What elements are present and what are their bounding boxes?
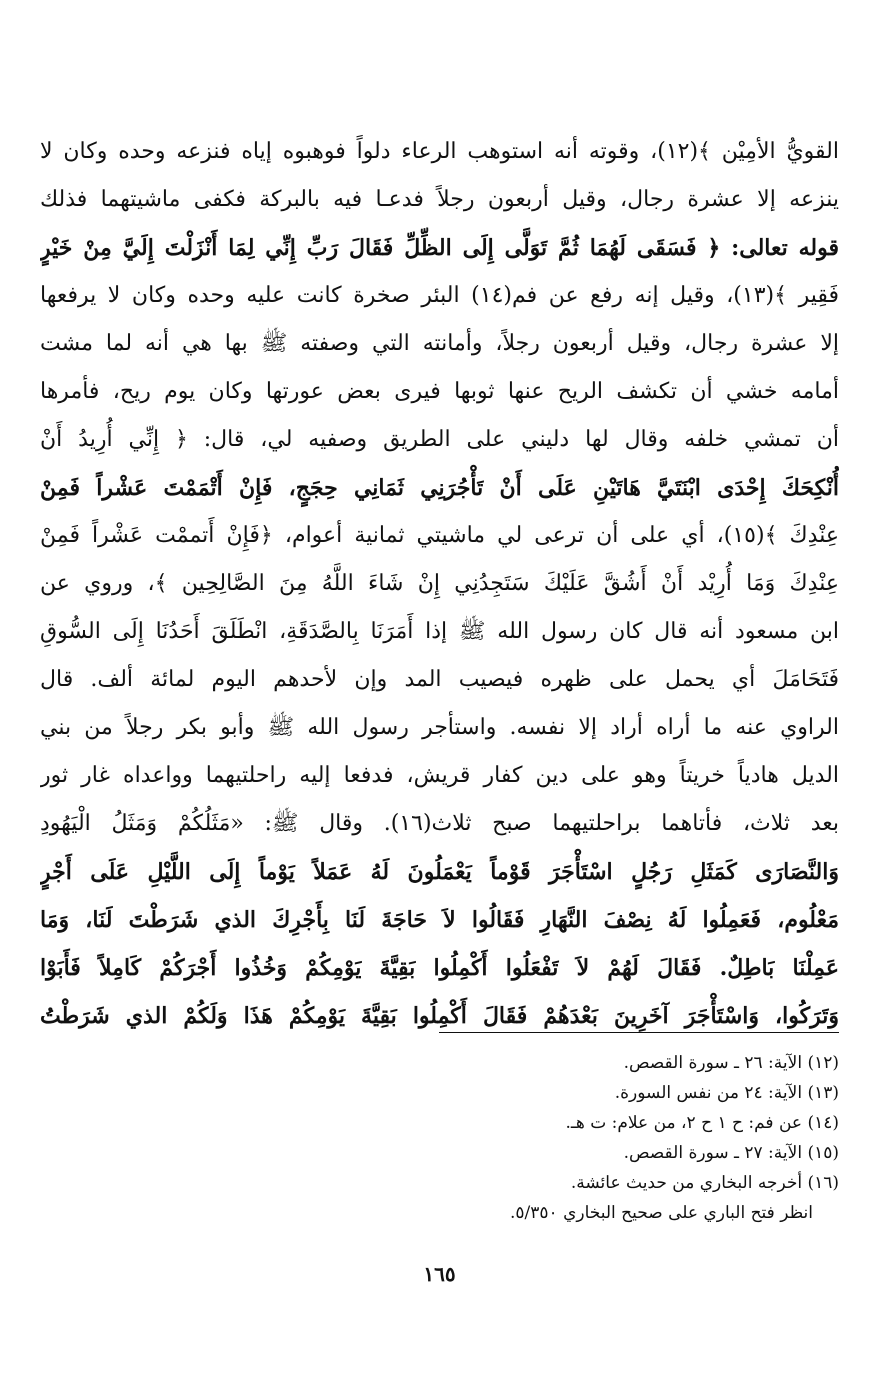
footnote-divider: [439, 1032, 839, 1033]
body-line: قوله تعالى: ﴿ فَسَقَى لَهُمَا ثُمَّ تَوَلَّى إِلَى الظِّلِّ فَقَالَ رَبِّ إِنِّي لِمَا أَنْزَلْتَ إِلَيَّ مِنْ خَيْرٍ: [40, 235, 839, 261]
body-line: الراوي عنه ما أراه أراد إلا نفسه. واستأجر رسول الله ﷺ وأبو بكر رجلاً من بني: [40, 715, 839, 740]
body-text: [40, 128, 839, 1040]
body-line: وَالنَّصَارَى كَمَثَلِ رَجُلٍ اسْتَأْجَرَ قَوْماً يَعْمَلُونَ لَهُ عَمَلاً يَوْماً إِلَى اللَّيْلِ عَلَى أَجْرٍ: [40, 859, 839, 885]
body-line: فَتَحَامَلَ أي يحمل على ظهره فيصيب المد وإن لأحدهم اليوم لمائة ألف. قال: [40, 667, 839, 692]
footnotes: [40, 1048, 839, 1228]
footnote: (١٦) أخرجه البخاري من حديث عائشة.: [570, 1173, 839, 1193]
body-line: ابن مسعود أنه قال كان رسول الله ﷺ إذا أَمَرَنَا بِالصَّدَقَةِ، انْطَلَقَ أَحَدُنَا إِلَى السُّوقِ: [40, 619, 839, 644]
footnote-continuation: انظر فتح الباري على صحيح البخاري ٥/٣٥٠.: [510, 1203, 813, 1223]
page-number: ١٦٥: [423, 1262, 456, 1286]
body-line: إلا عشرة رجال، وقيل أربعون رجلاً، وأمانته التي وصفته ﷺ بها هي أنه لما مشت: [40, 331, 839, 356]
footnote: (١٤) عن فم: ح ١ ح ٢، من علام: ت هـ.: [565, 1113, 839, 1133]
body-line: عِنْدِكَ ﴾(١٥)، أي على أن ترعى لي ماشيتي ثمانية أعوام، ﴿فَإِنْ أَتممْت عَشْراً فَمِنْ: [40, 523, 839, 548]
body-line: عِنْدِكَ وَمَا أُرِيْد أَنْ أَشُقَّ عَلَيْكَ سَتَجِدُنِي إِنْ شَاءَ اللَّهُ مِنَ الصَّالِحِين ﴾، وروي عن: [40, 571, 839, 596]
body-line: القويُّ الأمِيْن ﴾(١٢)، وقوته أنه استوهب الرعاء دلواً فوهبوه إياه فنزعه وحده وكان لا: [40, 139, 839, 164]
body-line: عَمِلْنَا بَاطِلٌ. فَقَالَ لَهُمْ لاَ تَفْعَلُوا أَكْمِلُوا بَقِيَّةَ يَوْمِكُمْ وَخُذُوا أَجْرَكُمْ كَامِلاً فَأَبَوْا: [40, 955, 839, 981]
body-line: فَقِير ﴾(١٣)، وقيل إنه رفع عن فم(١٤) البئر صخرة كانت عليه وحده وكان لا يرفعها: [40, 283, 839, 308]
body-line: الديل هادياً خريتاً وهو على دين كفار قريش، فدفعا إليه راحلتيهما وواعداه غار ثور: [40, 763, 839, 788]
footnote: (١٢) الآية: ٢٦ ـ سورة القصص.: [623, 1053, 839, 1073]
body-line: أن تمشي خلفه وقال لها دليني على الطريق وصفيه لي، قال: ﴿ إِنِّي أُرِيدُ أَنْ: [40, 427, 839, 452]
body-line: ينزعه إلا عشرة رجال، وقيل أربعون رجلاً فدعـا فيه بالبركة فكفى ماشيتهما فذلك: [40, 187, 839, 212]
body-line: أُنْكِحَكَ إِحْدَى ابْنَتَيَّ هَاتَيْنِ عَلَى أَنْ تَأْجُرَنِي ثَمَانِي حِجَجٍ، فَإِنْ أَتْمَمْتَ عَشْراً فَمِنْ: [40, 475, 839, 501]
body-line: أمامه خشي أن تكشف الريح عنها ثوبها فيرى بعض عورتها وكان يوم ريح، فأمرها: [40, 379, 839, 404]
body-line: وَتَرَكُوا، وَاسْتَأْجَرَ آخَرِينَ بَعْدَهُمْ فَقَالَ أَكْمِلُوا بَقِيَّةَ يَوْمِكُمْ هَذَا وَلَكُمْ الذي شَرَطْتُ: [40, 1003, 839, 1029]
footnote: (١٣) الآية: ٢٤ من نفس السورة.: [614, 1083, 839, 1103]
footnote: (١٥) الآية: ٢٧ ـ سورة القصص.: [623, 1143, 839, 1163]
body-line: بعد ثلاث، فأتاهما براحلتيهما صبح ثلاث(١٦). وقال ﷺ: «مَثَلُكُمْ وَمَثَلُ الْيَهُودِ: [40, 811, 839, 836]
body-line: مَعْلُوم، فَعَمِلُوا لَهُ نِصْفَ النَّهَارِ فَقَالُوا لاَ حَاجَةَ لَنَا بِأَجْرِكَ الذي شَرَطْتَ لَنَا، وَمَا: [40, 907, 839, 933]
